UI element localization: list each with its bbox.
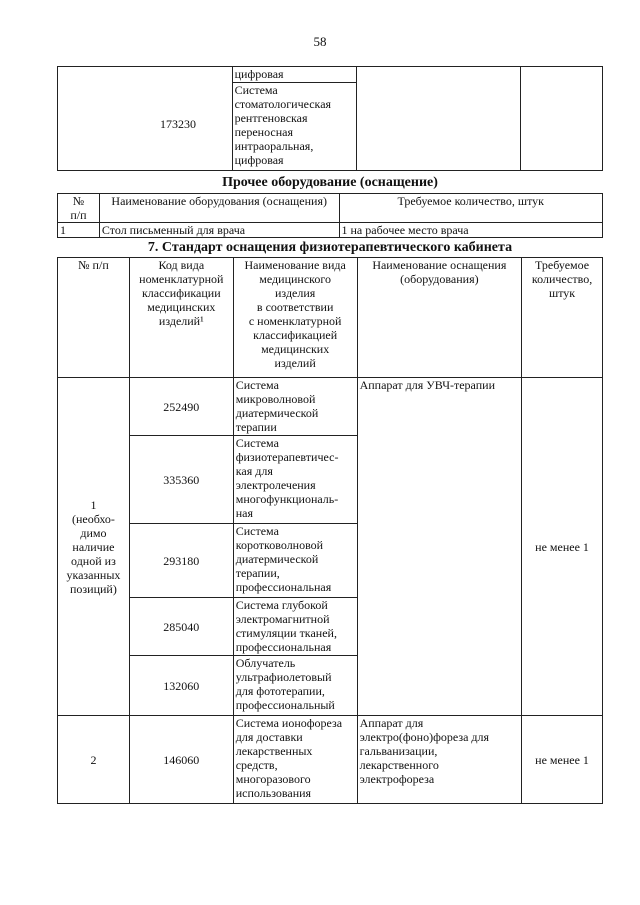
page-number: 58 <box>313 34 327 49</box>
device-name-cell: Система глубокой электромагнитной стимуляции тканей, профессиональная <box>233 598 357 656</box>
continuation-table <box>57 66 603 171</box>
device-code-cell: 285040 <box>129 598 233 656</box>
table-row <box>58 67 603 83</box>
device-code-cell: 132060 <box>129 656 233 716</box>
column-header: Требуемое количество, штук <box>522 258 603 378</box>
device-name-cell: Облучатель ультрафиолетовый для фототерапии, профессиональный <box>233 656 357 716</box>
equipment-name-cell: Аппарат для электро(фоно)фореза для гальванизации, лекарственного электрофореза <box>357 716 522 804</box>
column-header: Требуемое количество, штук <box>339 194 603 223</box>
quantity-cell: не менее 1 <box>522 716 603 804</box>
device-name-cell: цифровая <box>232 67 356 83</box>
table-cell <box>521 67 603 171</box>
table-cell: Стол письменный для врача <box>99 223 339 238</box>
row-number-cell: 2 <box>58 716 130 804</box>
table-header-row <box>58 258 603 378</box>
standard-table <box>57 257 603 804</box>
device-name-cell: Система стоматологическая рентгеновская переносная интраоральная, цифровая <box>232 83 356 171</box>
table-header-row <box>58 194 603 223</box>
row-number-cell: 1 (необхо- димо наличие одной из указанных позиций) <box>58 378 130 716</box>
table-row <box>58 716 603 804</box>
column-header: Код вида номенклатурной классификации медицинских изделий¹ <box>129 258 233 378</box>
table-row <box>58 378 603 436</box>
table-cell: 1 <box>58 223 100 238</box>
device-name-cell: Система микроволновой диатермической терапии <box>233 378 357 436</box>
device-code-cell: 146060 <box>129 716 233 804</box>
table-row <box>58 223 603 238</box>
equipment-name-cell: Аппарат для УВЧ-терапии <box>357 378 522 716</box>
table-cell <box>356 67 521 171</box>
device-code-cell: 252490 <box>129 378 233 436</box>
section-heading: Прочее оборудование (оснащение) <box>222 175 438 190</box>
column-header: № п/п <box>58 194 100 223</box>
table-cell: 1 на рабочее место врача <box>339 223 603 238</box>
device-name-cell: Система ионофореза для доставки лекарственных средств, многоразового использования <box>233 716 357 804</box>
device-name-cell: Система коротковолновой диатермической терапии, профессиональная <box>233 524 357 598</box>
column-header: Наименование оборудования (оснащения) <box>99 194 339 223</box>
table-cell <box>58 67 233 171</box>
column-header: № п/п <box>58 258 130 378</box>
quantity-cell: не менее 1 <box>522 378 603 716</box>
device-code-cell: 293180 <box>129 524 233 598</box>
column-header: Наименование оснащения (оборудования) <box>357 258 522 378</box>
section-heading: 7. Стандарт оснащения физиотерапевтического кабинета <box>147 240 513 255</box>
device-code-cell: 335360 <box>129 436 233 524</box>
device-name-cell: Система физиотерапевтичес- кая для электролечения многофункциональ- ная <box>233 436 357 524</box>
column-header: Наименование вида медицинского изделия в соответствии с номенклатурной классификацией медицинских изделий <box>233 258 357 378</box>
other-equipment-table <box>57 193 603 238</box>
device-code-cell: 173230 <box>160 117 196 131</box>
